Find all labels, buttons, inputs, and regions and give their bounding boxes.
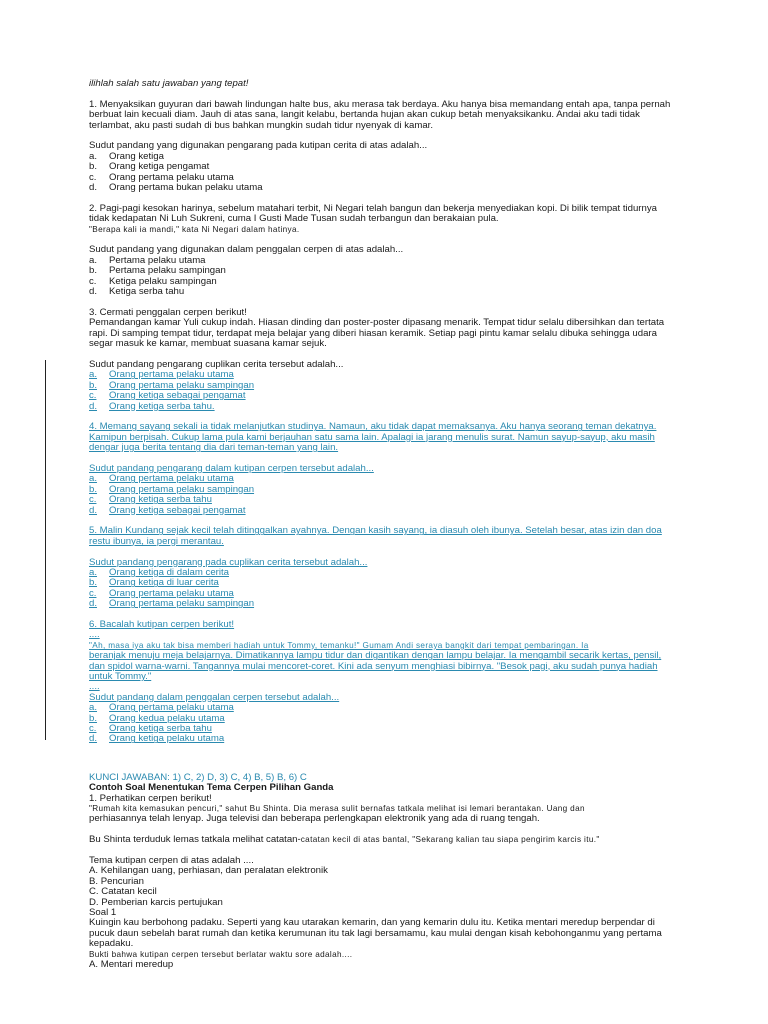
question-6-quote[interactable]: "Ah, masa iya aku tak bisa memberi hadiah untuk Tommy, temanku!" Gumam Andi seraya bangkit dari tempat pembaringan. Ia	[89, 640, 589, 650]
section-options	[89, 866, 679, 908]
option-c[interactable]: c. Orang ketiga sebagai pengamat	[89, 390, 246, 402]
option-c: c. Ketiga pelaku sampingan	[89, 275, 217, 287]
option-c[interactable]: c. Orang ketiga serba tahu	[89, 494, 212, 506]
margin-line	[45, 360, 46, 740]
section-quote: "Rumah kita kemasukan pencuri," sahut Bu Shinta. Dia merasa sulit bernafas tatkala melihat isi lemari berantakan. Uang dan	[89, 804, 585, 814]
question-1-text: 1. Menyaksikan guyuran dari bawah lindungan halte bus, aku merasa tak berdaya. Aku hanya bisa memandang entah apa, tanpa pernah berbuat lain kecuali diam. Jauh di atas sana, langit kelabu, bertanda hujan akan cukup betah menyaksikanku. Andai aku tadi tidak terlambat, aku pasti sudah di bus bahkan mungkin sudah tidur nyenyak di kamar.	[89, 98, 671, 131]
question-2-text: 2. Pagi-pagi kesokan harinya, sebelum matahari terbit, Ni Negari telah bangun dan bekerja menyediakan kopi. Di bilik tempat tidurnya tidak kedapatan Ni Luh Sukreni, cuma I Gusti Made Tusan sudah terbangun dan berakaian pula.	[89, 202, 657, 225]
instruction: ilihlah salah satu jawaban yang tepat!	[89, 78, 249, 89]
question-6-block[interactable]	[89, 620, 679, 745]
option-a[interactable]: a. Orang pertama pelaku utama	[89, 702, 234, 714]
question-2-prompt: Sudut pandang yang digunakan dalam penggalan cerpen di atas adalah...	[89, 244, 404, 256]
option-d[interactable]: d. Orang ketiga sebagai pengamat	[89, 504, 246, 516]
question-5-text[interactable]: 5. Malin Kundang sejak kecil telah ditinggalkan ayahnya. Dengan kasih sayang, ia diasuh oleh ibunya. Setelah besar, atas izin dan doa restu ibunya, ia pergi merantau.	[89, 525, 662, 547]
option-d: d. Ketiga serba tahu	[89, 286, 185, 298]
question-4-prompt[interactable]: Sudut pandang pengarang dalam kutipan cerpen tersebut adalah...	[89, 462, 374, 474]
option-c: c. Orang pertama pelaku utama	[89, 171, 234, 183]
option-a: A. Kehilangan uang, perhiasan, dan peralatan elektronik	[89, 865, 328, 877]
question-2-options	[89, 256, 679, 298]
question-1-prompt: Sudut pandang yang digunakan pengarang pada kutipan cerita di atas adalah...	[89, 140, 428, 152]
question-6-ellipsis-top[interactable]: ....	[89, 629, 100, 641]
section-text-2: Bu Shinta terduduk lemas tatkala melihat catatan-catatan kecil di atas bantal, "Sekarang kalian tau siapa pengirim karcis itu."	[89, 834, 600, 846]
question-4-text[interactable]: 4. Memang sayang sekali ia tidak melanjutkan studinya. Namaun, aku tidak dapat memaksanya. Aku hanya seorang teman dekatnya. Kamipun berpisah. Cukup lama pula kami berjauhan satu sama lain. Apalagi ia jarang menulis surat. Namun sayup-sayup, aku masih dengar juga berita tentang dia dari teman-teman yang lain.	[89, 421, 657, 454]
option-a: a. Pertama pelaku utama	[89, 254, 206, 266]
question-6-title[interactable]: 6. Bacalah kutipan cerpen berikut!	[89, 618, 235, 630]
soal-option-a: A. Mentari meredup	[89, 959, 174, 971]
question-3-options[interactable]	[89, 370, 679, 412]
question-6-text[interactable]: beranjak menuju meja belajarnya. Dimatikannya lampu tidur dan digantikan dengan lampu belajar. Ia mengambil secarik kertas, pensil, dan spidol warna-warni. Tangannya mulai mencoret-coret. Kini ada senyum menghiasi bibirnya. "Besok pagi, aku sudah punya hadiah untuk Tommy."	[89, 650, 662, 682]
section-heading: Contoh Soal Menentukan Tema Cerpen Pilihan Ganda	[89, 782, 334, 794]
option-b[interactable]: b. Orang ketiga di luar cerita	[89, 577, 219, 589]
option-b: b. Pertama pelaku sampingan	[89, 265, 226, 277]
question-5-block[interactable]	[89, 526, 679, 609]
option-a[interactable]: a. Orang ketiga di dalam cerita	[89, 566, 229, 578]
option-b: b. Orang ketiga pengamat	[89, 161, 210, 173]
option-d[interactable]: d. Orang ketiga pelaku utama	[89, 733, 225, 745]
soal-text: Kuingin kau berbohong padaku. Seperti yang kau utarakan kemarin, dan yang kemarin dulu itu. Ketika mentari meredup berpendar di pucuk daun sebelah barat rumah dan ketika kerumunan itu tak lagi bersamamu, kau mulai dengan kisah kebohonganmu yang pertama kepadaku.	[89, 917, 662, 950]
option-c[interactable]: c. Orang ketiga serba tahu	[89, 723, 212, 735]
option-a[interactable]: a. Orang pertama pelaku utama	[89, 369, 234, 381]
question-4-block[interactable]	[89, 422, 679, 516]
answer-key: KUNCI JAWABAN: 1) C, 2) D, 3) C, 4) B, 5) B, 6) C	[89, 771, 307, 783]
question-3-prompt: Sudut pandang pengarang cuplikan cerita tersebut adalah...	[89, 358, 344, 370]
section-question: Tema kutipan cerpen di atas adalah ....	[89, 855, 254, 867]
soal-question: Bukti bahwa kutipan cerpen tersebut berlatar waktu sore adalah....	[89, 949, 353, 959]
option-d[interactable]: d. Orang pertama pelaku sampingan	[89, 598, 255, 610]
question-1-options	[89, 152, 679, 194]
question-2-quote: "Berapa kali ia mandi," kata Ni Negari dalam hatinya.	[89, 224, 300, 234]
option-d: D. Pemberian karcis pertujukan	[89, 896, 223, 908]
question-3-title: 3. Cermati penggalan cerpen berikut!	[89, 306, 247, 318]
question-5-prompt[interactable]: Sudut pandang pengarang pada cuplikan cerita tersebut adalah...	[89, 556, 368, 568]
option-a[interactable]: a. Orang pertama pelaku utama	[89, 473, 234, 485]
option-c: C. Catatan kecil	[89, 886, 157, 898]
option-b[interactable]: b. Orang kedua pelaku utama	[89, 712, 225, 724]
soal-label: Soal 1	[89, 907, 117, 919]
option-b[interactable]: b. Orang pertama pelaku sampingan	[89, 483, 255, 495]
question-3-text: Pemandangan kamar Yuli cukup indah. Hiasan dinding dan poster-poster dipasang menarik. Tempat tidur selalu dibersihkan dan tertata rapi. Di samping tempat tidur, terdapat meja belajar yang diberi hiasan keramik. Setiap pagi pintu kamar selalu dibuka sehingga udara segar masuk ke kamar, membuat suasana kamar sejuk.	[89, 317, 665, 350]
option-b[interactable]: b. Orang pertama pelaku sampingan	[89, 379, 255, 391]
option-b: B. Pencurian	[89, 875, 144, 887]
option-d: d. Orang pertama bukan pelaku utama	[89, 182, 263, 194]
question-6-prompt[interactable]: Sudut pandang dalam penggalan cerpen tersebut adalah...	[89, 691, 340, 703]
question-6-ellipsis-bottom[interactable]: ....	[89, 681, 100, 693]
option-d[interactable]: d. Orang ketiga serba tahu.	[89, 400, 215, 412]
option-c[interactable]: c. Orang pertama pelaku utama	[89, 587, 234, 599]
section-text: perhiasannya telah lenyap. Juga televisi dan beberapa perlengkapan elektronik yang ada di ruang tengah.	[89, 813, 540, 825]
document-body	[89, 79, 679, 971]
section-prompt: 1. Perhatikan cerpen berikut!	[89, 792, 212, 804]
option-a: a. Orang ketiga	[89, 150, 164, 162]
